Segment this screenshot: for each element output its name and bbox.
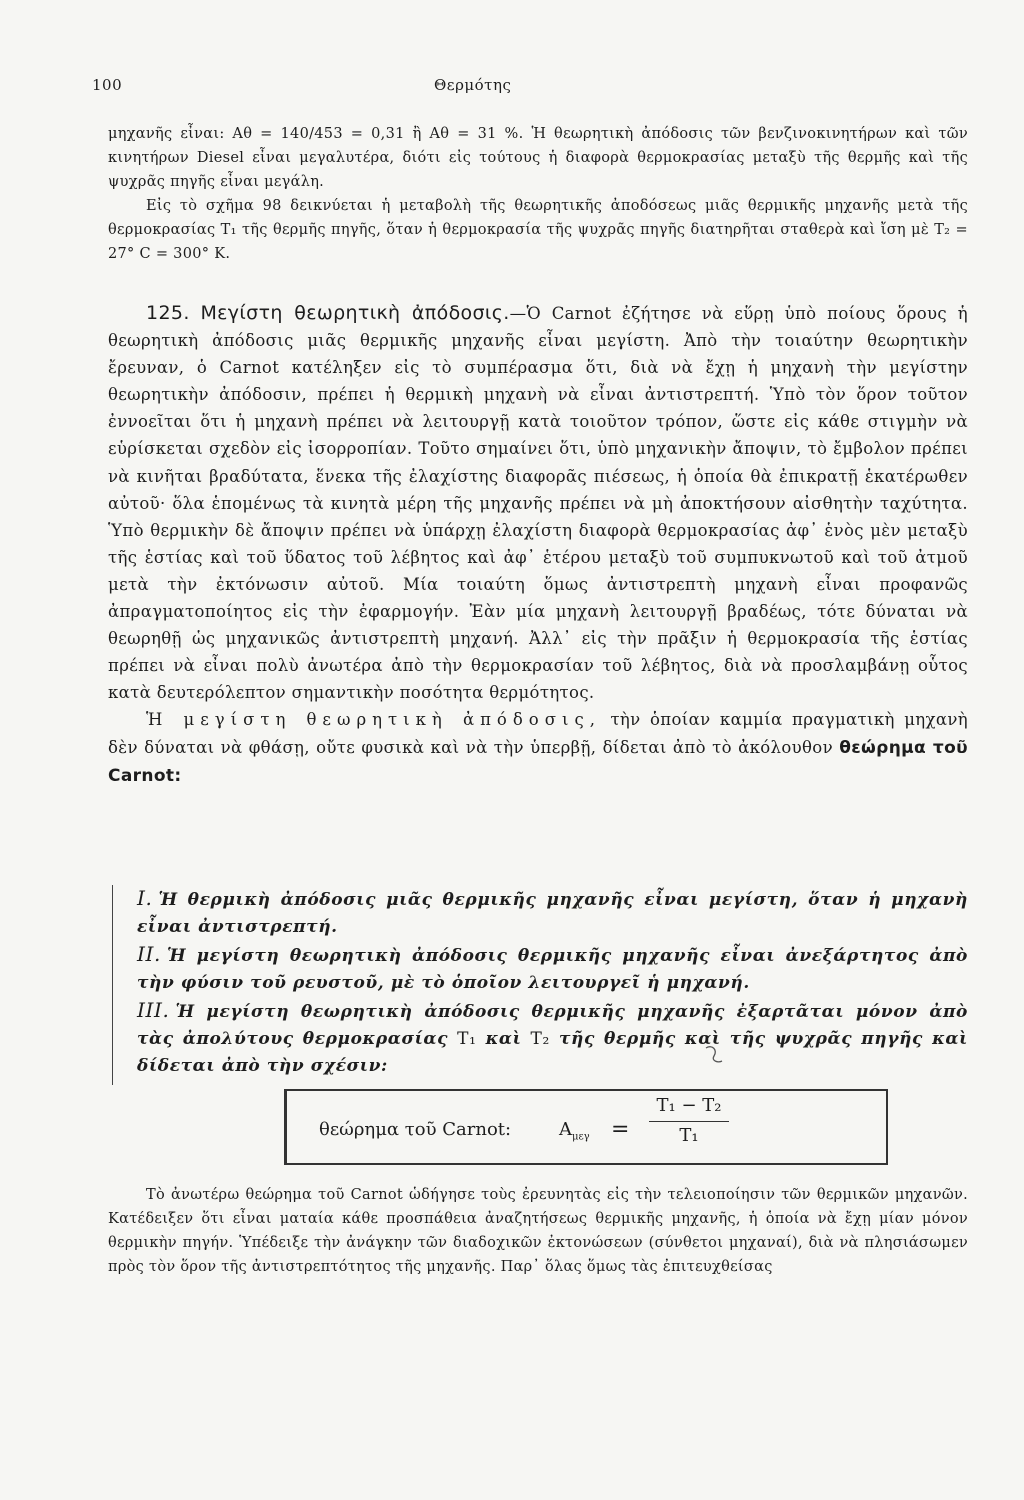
intro-paragraph-2: Εἰς τὸ σχῆμα 98 δεικνύεται ἡ μεταβολὴ τῆς θεωρητικῆς ἀποδόσεως μιᾶς θερμικῆς μηχανῆς μετὰ τῆς θερμοκρασίας T₁ τῆς θερμῆς πηγῆς, ὅταν ἡ θερμοκρασία τῆς ψυχρᾶς πηγῆς διατηρῆται σταθερὰ καὶ ἴση μὲ T₂ = 27° C = 300° K. [108, 198, 968, 262]
law-3 [137, 997, 968, 1080]
law-1 [137, 885, 968, 941]
theorem-lead: θεώρημα τοῦ Carnot: [108, 737, 968, 786]
running-head [92, 76, 968, 100]
pencil-mark-icon [703, 1036, 725, 1066]
section-number: 125. [146, 302, 190, 324]
closing-paragraph: Τὸ ἀνωτέρω θεώρημα τοῦ Carnot ὡδήγησε τοὺς ἐρευνητὰς εἰς τὴν τελειοποίησιν τῶν θερμικῶν μηχανῶν. Κατέδειξεν ὅτι εἶναι ματαία κάθε προσπάθεια ἀναζητήσεως θερμικῆς μηχανῆς, ἡ ὁποία νὰ ἔχῃ μίαν μόνον θερμικὴν πηγήν. Ὑπέδειξε τὴν ἀνάγκην τῶν διαδοχικῶν ἐκτονώσεων (σύνθετοι μηχαναί), διὰ νὰ πλησιάσωμεν πρὸς τὸν ὅρον τῆς ἀντιστρεπτότητος τῆς μηχανῆς. Παρ᾽ ὅλας ὅμως τὰς ἐπιτευχθείσας [108, 1187, 968, 1275]
fraction-bar [649, 1121, 729, 1122]
formula-fraction [649, 1095, 729, 1146]
temperature-t1: T₁ [457, 1029, 477, 1049]
law-text: Ἡ θερμικὴ ἀπόδοσις μιᾶς θερμικῆς μηχανῆς εἶναι μεγίστη, ὅταν ἡ μηχανὴ εἶναι ἀντιστρεπτή. [137, 890, 968, 937]
law-text-a: Ἡ μεγίστη θεωρητικὴ ἀπόδοσις θερμικῆς μηχανῆς ἐξαρτᾶται μόνον ἀπὸ τὰς ἀπολύτους θερμοκρασίας [137, 1002, 968, 1049]
running-title: Θερμότης [434, 76, 512, 94]
intro-paragraph-1: μηχανῆς εἶναι: Aθ = 140/453 = 0,31 ἢ Aθ = 31 %. Ἡ θεωρητικὴ ἀπόδοσις τῶν βενζινοκινητήρων καὶ τῶν κινητήρων Diesel εἶναι μεγαλυτέρα, διότι εἰς τούτους ἡ διαφορὰ θερμοκρασίας μεταξὺ τῆς θερμῆς καὶ τῆς ψυχρᾶς πηγῆς εἶναι μεγάλη. [108, 126, 968, 190]
law-number: III. [137, 998, 170, 1022]
page-number: 100 [92, 76, 123, 94]
carnot-laws [112, 885, 968, 1085]
formula-denominator: T₁ [679, 1125, 699, 1146]
temperature-t2: T₂ [530, 1029, 550, 1049]
formula-lhs-subscript: μεγ [572, 1131, 590, 1143]
formula-lhs-symbol: A [559, 1119, 572, 1140]
law-number: II. [137, 942, 161, 966]
law-2 [137, 941, 968, 997]
law-and: καὶ [485, 1029, 522, 1049]
law-number: I. [137, 886, 153, 910]
emphasis-max-efficiency: Ἡ μεγίστη θεωρητικὴ ἀπόδοσις, [146, 710, 601, 730]
section-body-2: τὴν ὁποίαν καμμία πραγματικὴ μηχανὴ δὲν δύναται νὰ φθάσῃ, οὔτε φυσικὰ καὶ νὰ τὴν ὑπερβῇ, δίδεται ἀπὸ τὸ ἀκόλουθον [108, 710, 968, 757]
carnot-formula-box [284, 1089, 888, 1165]
section-125 [108, 300, 968, 790]
law-text: Ἡ μεγίστη θεωρητικὴ ἀπόδοσις θερμικῆς μηχανῆς εἶναι ἀνεξάρτητος ἀπὸ τὴν φύσιν τοῦ ρευστοῦ, μὲ τὸ ὁποῖον λειτουργεῖ ἡ μηχανή. [137, 946, 968, 993]
formula-label: θεώρημα τοῦ Carnot: [319, 1119, 512, 1140]
section-paragraph-2 [108, 706, 968, 789]
section-title: Μεγίστη θεωρητικὴ ἀπόδοσις. [200, 302, 510, 324]
formula-lhs [559, 1119, 590, 1143]
law-text-b: τῆς θερμῆς καὶ τῆς ψυχρᾶς πηγῆς καὶ δίδεται ἀπὸ τὴν σχέσιν: [137, 1029, 968, 1076]
formula-numerator: T₁ − T₂ [656, 1095, 722, 1116]
formula-equals: = [611, 1117, 630, 1142]
book-page [92, 0, 968, 1500]
section-paragraph-1 [108, 300, 968, 706]
section-body-1: —Ὁ Carnot ἐζήτησε νὰ εὕρῃ ὑπὸ ποίους ὅρους ἡ θεωρητικὴ ἀπόδοσις μιᾶς θερμικῆς μηχανῆς εἶναι μεγίστη. Ἀπὸ τὴν τοιαύτην θεωρητικὴν ἔρευναν, ὁ Carnot κατέληξεν εἰς τὸ συμπέρασμα ὅτι, διὰ νὰ ἔχῃ ἡ μηχανὴ τὴν μεγίστην θεωρητικὴν ἀπόδοσιν, πρέπει ἡ θερμικὴ μηχανὴ νὰ εἶναι ἀντιστρεπτή. Ὑπὸ τὸν ὅρον τοῦτον ἐννοεῖται ὅτι ἡ μηχανὴ πρέπει νὰ λειτουργῇ κατὰ τοιοῦτον τρόπον, ὥστε εἰς κάθε στιγμὴν νὰ εὑρίσκεται σχεδὸν εἰς ἰσορροπίαν. Τοῦτο σημαίνει ὅτι, ὑπὸ μηχανικὴν ἄποψιν, τὸ ἔμβολον πρέπει νὰ κινῆται βραδύτατα, ἕνεκα τῆς ἐλαχίστης διαφορᾶς πιέσεως, ἡ ὁποία θὰ ἐπικρατῇ ἑκατέρωθεν αὐτοῦ· ὅλα ἑπομένως τὰ κινητὰ μέρη τῆς μηχανῆς πρέπει νὰ μὴ ἀποκτήσουν αἰσθητὴν ταχύτητα. Ὑπὸ θερμικὴν δὲ ἄποψιν πρέπει νὰ ὑπάρχῃ ἐλαχίστη διαφορὰ θερμοκρασίας ἀφ᾽ ἑνὸς μὲν μεταξὺ τῆς ἑστίας καὶ τοῦ ὕδατος τοῦ λέβητος καὶ ἀφ᾽ ἑτέρου μεταξὺ τοῦ συμπυκνωτοῦ καὶ τοῦ ἀτμοῦ μετὰ τὴν ἐκτόνωσιν αὐτοῦ. Μία τοιαύτη ὅμως ἀντιστρεπτὴ μηχανὴ εἶναι προφανῶς ἀπραγματοποίητος εἰς τὴν ἐφαρμογήν. Ἐὰν μία μηχανὴ λειτουργῇ βραδέως, τότε δύναται νὰ θεωρηθῇ ὡς μηχανικῶς ἀντιστρεπτὴ μηχανή. Ἀλλ᾽ εἰς τὴν πρᾶξιν ἡ θερμοκρασία τῆς ἑστίας πρέπει νὰ εἶναι πολὺ ἀνωτέρα ἀπὸ τὴν θερμοκρασίαν τοῦ λέβητος, διὰ νὰ προσλαμβάνῃ οὗτος κατὰ δευτερόλεπτον σημαντικὴν ποσότητα θερμότητος. [108, 304, 968, 703]
